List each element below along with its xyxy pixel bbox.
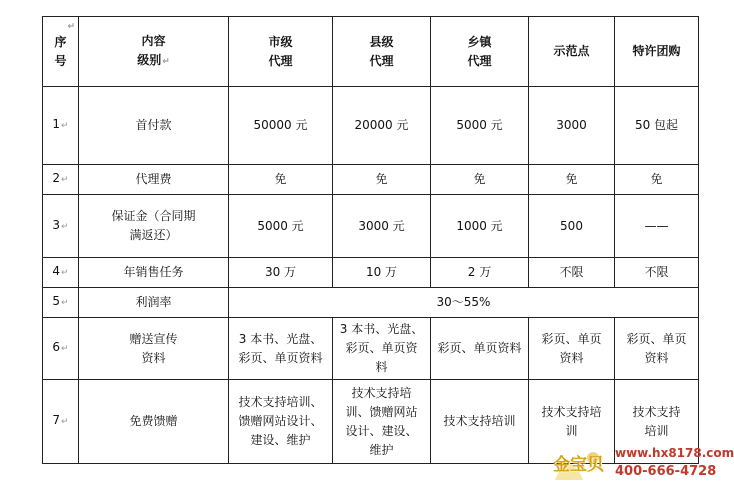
table-cell: 技术支持培 训、馈赠网站 设计、建设、 维护 (333, 380, 431, 464)
table-cell: 技术支持培训、 馈赠网站设计、 建设、维护 (229, 380, 333, 464)
agency-terms-table (42, 16, 699, 464)
table-row (43, 258, 699, 288)
table-cell: 5000 元 (431, 87, 529, 165)
table-row (43, 318, 699, 380)
table-cell: 免 (229, 165, 333, 195)
row-label: 年销售任务 (79, 258, 229, 288)
table-cell: —— (615, 195, 699, 258)
row-seq: 1↵ (43, 87, 79, 165)
table-cell: 免 (529, 165, 615, 195)
table-cell: 免 (615, 165, 699, 195)
header-category: 内容 级别↵ (79, 17, 229, 87)
row-label: 保证金（合同期 满返还） (79, 195, 229, 258)
table-row (43, 87, 699, 165)
header-row (43, 17, 699, 87)
table-cell: 彩页、单页 资料 (615, 318, 699, 380)
row-label: 首付款 (79, 87, 229, 165)
table-cell: 500 (529, 195, 615, 258)
table-cell: 3 本书、光盘、 彩页、单页资料 (229, 318, 333, 380)
table-row (43, 288, 699, 318)
header-seq: 序 号 ↵ (43, 17, 79, 87)
row-seq: 3↵ (43, 195, 79, 258)
table-cell: 10 万 (333, 258, 431, 288)
row-label: 利润率 (79, 288, 229, 318)
header-town-agent: 乡镇 代理 (431, 17, 529, 87)
table-cell: 3000 元 (333, 195, 431, 258)
row-seq: 4↵ (43, 258, 79, 288)
table-row (43, 165, 699, 195)
table-cell: 50000 元 (229, 87, 333, 165)
table-cell: 彩页、单页 资料 (529, 318, 615, 380)
table-cell: 50 包起 (615, 87, 699, 165)
table-cell: 彩页、单页资料 (431, 318, 529, 380)
table-cell: 5000 元 (229, 195, 333, 258)
table-cell: 免 (431, 165, 529, 195)
table-cell: 不限 (615, 258, 699, 288)
row-label: 赠送宣传 资料 (79, 318, 229, 380)
table-row (43, 195, 699, 258)
row-seq: 5↵ (43, 288, 79, 318)
row-seq: 6↵ (43, 318, 79, 380)
header-franchise-group: 特许团购 (615, 17, 699, 87)
table-cell: 免 (333, 165, 431, 195)
header-city-agent: 市级 代理 (229, 17, 333, 87)
row-label: 免费馈赠 (79, 380, 229, 464)
brand-website: www.hx8178.com (615, 446, 734, 460)
brand-phone: 400-666-4728 (615, 464, 717, 479)
header-county-agent: 县级 代理 (333, 17, 431, 87)
table-cell: 3000 (529, 87, 615, 165)
brand-watermark (547, 440, 734, 488)
row-seq: 2↵ (43, 165, 79, 195)
table-cell: 技术支持培 训 (529, 380, 615, 464)
brand-name: 金宝贝 (553, 455, 604, 475)
table-cell: 20000 元 (333, 87, 431, 165)
table-cell: 技术支持培训 (431, 380, 529, 464)
table-cell: 技术支持 培训 (615, 380, 699, 464)
row-label: 代理费 (79, 165, 229, 195)
table-cell: 不限 (529, 258, 615, 288)
table-cell: 30 万 (229, 258, 333, 288)
table-cell: 3 本书、光盘、 彩页、单页资 料 (333, 318, 431, 380)
table-cell: 1000 元 (431, 195, 529, 258)
table-cell: 2 万 (431, 258, 529, 288)
header-demo-point: 示范点 (529, 17, 615, 87)
profit-rate-merged-cell: 30～55% (229, 288, 699, 318)
row-seq: 7↵ (43, 380, 79, 464)
